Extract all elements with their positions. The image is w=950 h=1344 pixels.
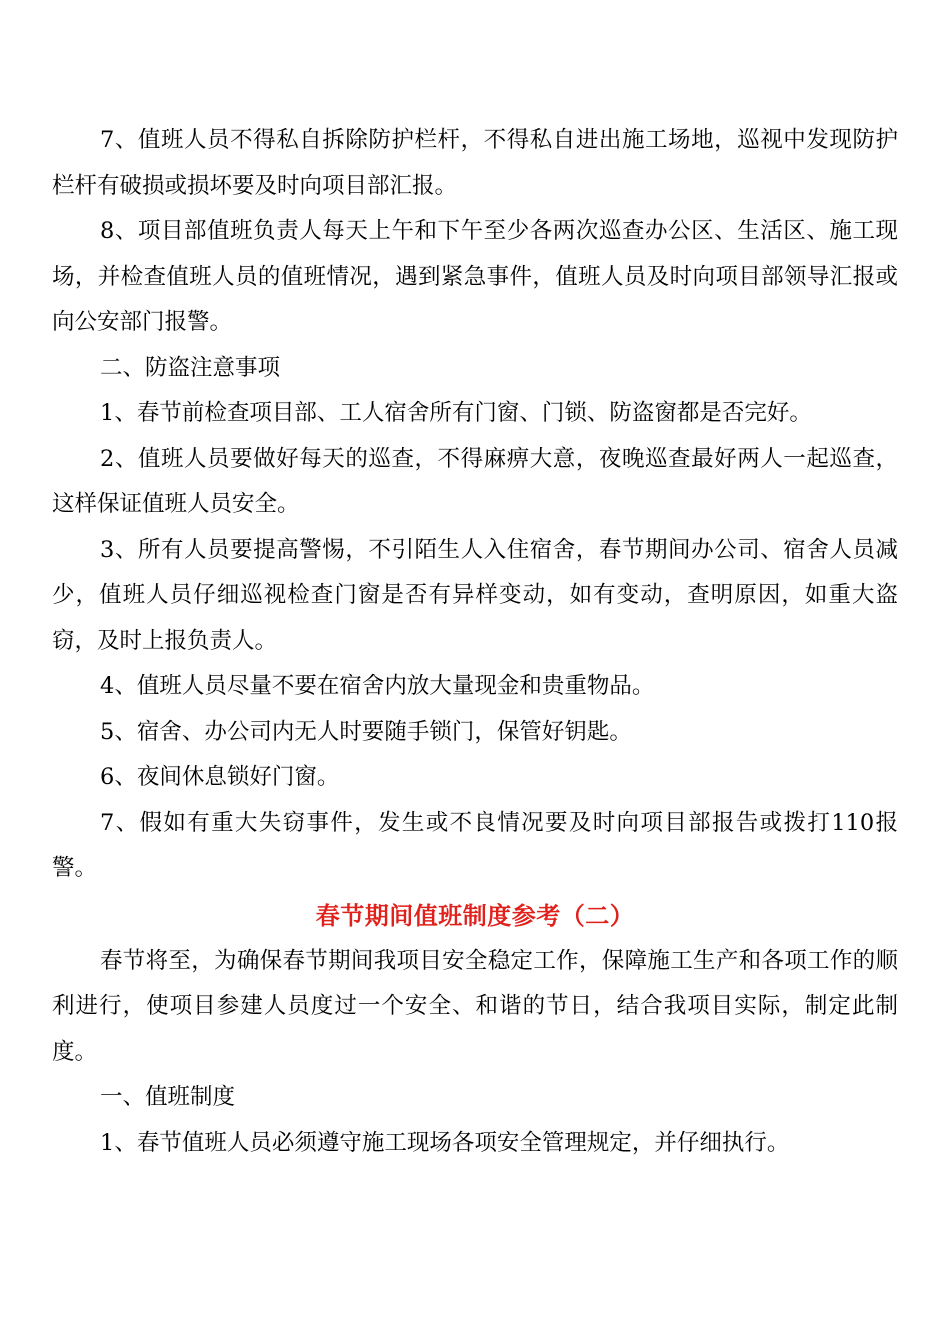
paragraph-rule-7: 7、值班人员不得私自拆除防护栏杆，不得私自进出施工场地，巡视中发现防护栏杆有破损或损坏要及时向项目部汇报。 xyxy=(52,127,898,199)
paragraph-anti-theft-3: 3、所有人员要提高警惕，不引陌生人入住宿舍，春节期间办公司、宿舍人员减少，值班人员仔细巡视检查门窗是否有异样变动，如有变动，查明原因，如重大盗窃，及时上报负责人。 xyxy=(52,536,898,654)
paragraph-anti-theft-5: 5、宿舍、办公司内无人时要随手锁门，保管好钥匙。 xyxy=(100,718,632,745)
section-heading-anti-theft: 二、防盗注意事项 xyxy=(100,354,281,381)
paragraph-duty-1: 1、春节值班人员必须遵守施工现场各项安全管理规定，并仔细执行。 xyxy=(100,1129,790,1156)
paragraph-anti-theft-2: 2、值班人员要做好每天的巡查，不得麻痹大意，夜晚巡查最好两人一起巡查，这样保证值班人员安全。 xyxy=(52,445,898,517)
document-page xyxy=(52,118,898,1166)
document-section-title: 春节期间值班制度参考（二） xyxy=(315,900,635,930)
paragraph-anti-theft-4: 4、值班人员尽量不要在宿舍内放大量现金和贵重物品。 xyxy=(100,673,655,699)
paragraph-intro: 春节将至，为确保春节期间我项目安全稳定工作，保障施工生产和各项工作的顺利进行，使项目参建人员度过一个安全、和谐的节日，结合我项目实际，制定此制度。 xyxy=(52,947,898,1065)
paragraph-rule-8: 8、项目部值班负责人每天上午和下午至少各两次巡查办公区、生活区、施工现场，并检查值班人员的值班情况，遇到紧急事件，值班人员及时向项目部领导汇报或向公安部门报警。 xyxy=(52,218,898,335)
paragraph-anti-theft-6: 6、夜间休息锁好门窗。 xyxy=(100,764,340,790)
paragraph-anti-theft-1: 1、春节前检查项目部、工人宿舍所有门窗、门锁、防盗窗都是否完好。 xyxy=(100,400,812,426)
paragraph-anti-theft-7: 7、假如有重大失窃事件，发生或不良情况要及时向项目部报告或拨打110报警。 xyxy=(52,809,898,881)
section-heading-duty-system: 一、值班制度 xyxy=(100,1084,236,1110)
